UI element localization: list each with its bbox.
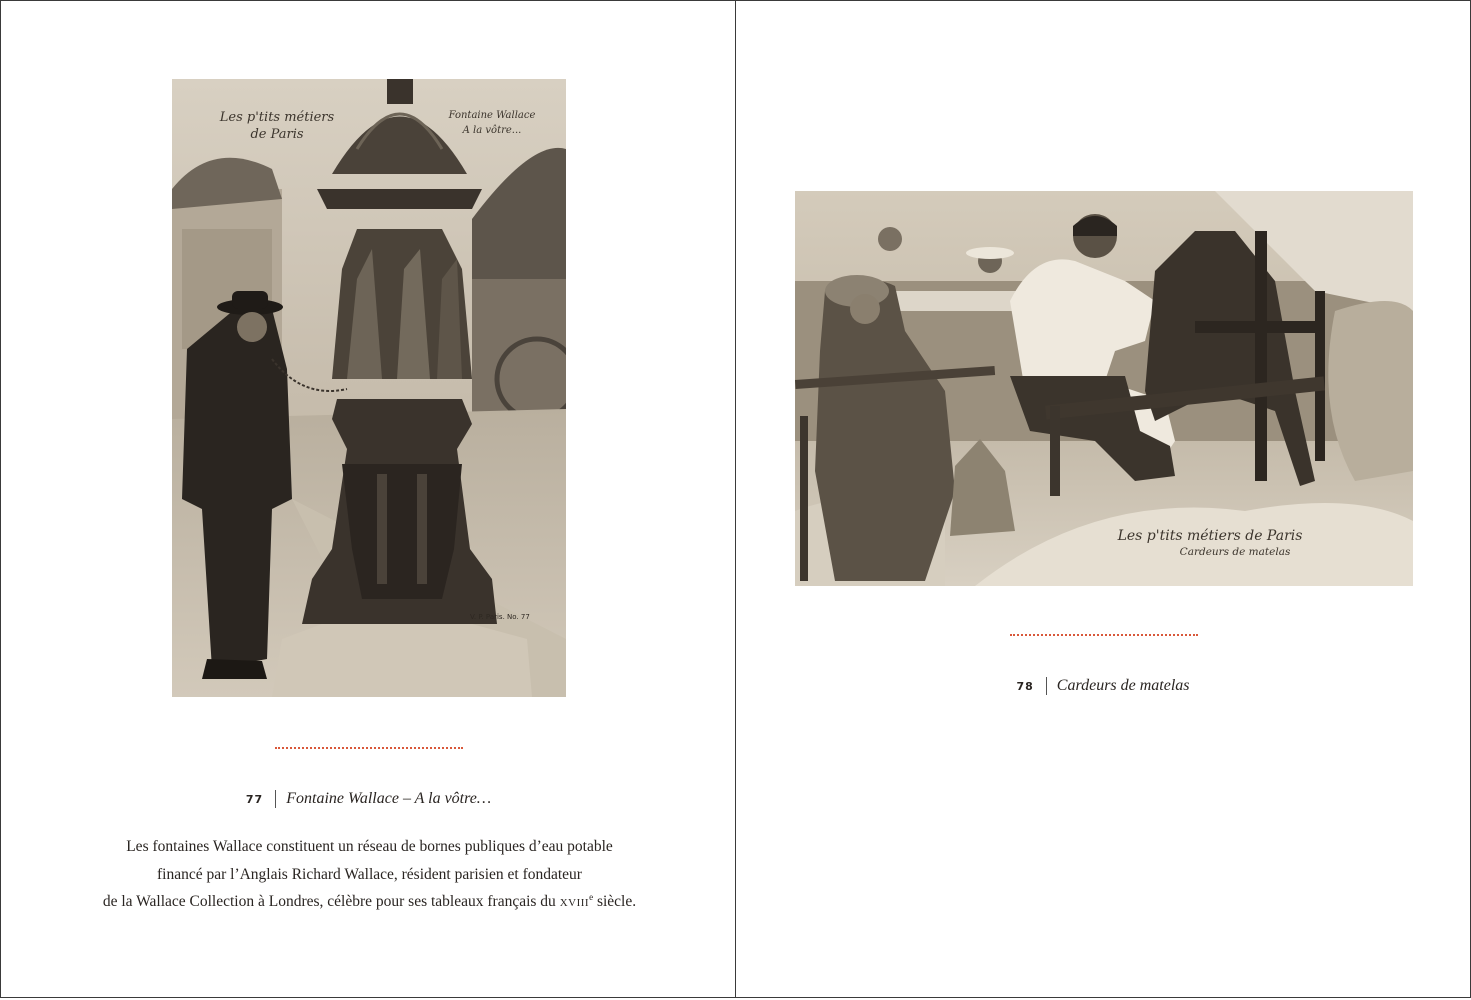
postcard-subject-line1: Fontaine Wallace	[448, 110, 536, 121]
caption-separator	[1046, 677, 1047, 695]
postcard-series-title-line1: Les p'tits métiers	[219, 110, 335, 125]
postcard-cardeurs-image	[795, 191, 1413, 586]
postcard-series-title-line2: de Paris	[250, 127, 304, 142]
caption-title: Cardeurs de matelas	[1056, 677, 1190, 694]
caption-77	[1, 790, 736, 808]
postcard-subject: Cardeurs de matelas	[1179, 546, 1291, 558]
caption-number: 77	[245, 792, 264, 806]
caption-number: 78	[1016, 679, 1034, 693]
body-line-3	[61, 888, 678, 916]
caption-78	[736, 677, 1470, 695]
postcard-series-title: Les p'tits métiers de Paris	[1117, 528, 1303, 544]
postcard-fontaine-wallace	[172, 79, 566, 697]
body-line-3-end: siècle.	[593, 893, 637, 910]
body-line-3-start: de la Wallace Collection à Londres, célèbre pour ses tableaux français du	[102, 893, 560, 910]
caption-title: Fontaine Wallace – A la vôtre…	[286, 790, 492, 807]
right-page	[735, 0, 1471, 998]
postcard-cardeurs-de-matelas	[795, 191, 1413, 586]
postcard-fontaine-wallace-image	[172, 79, 566, 697]
body-line-1: Les fontaines Wallace constituent un réseau de bornes publiques d’eau potable	[126, 838, 613, 855]
body-paragraph	[61, 833, 678, 916]
century-numeral: xviii	[559, 893, 590, 910]
postcard-subject-line2: A la vôtre...	[462, 125, 522, 136]
body-line-2: financé par l’Anglais Richard Wallace, résident parisien et fondateur	[157, 865, 582, 883]
dotted-rule-left	[275, 747, 463, 749]
century-superscript: e	[589, 891, 594, 902]
postcard-imprint: V. P. Paris. No. 77	[470, 613, 530, 621]
caption-separator	[275, 790, 276, 808]
dotted-rule-right	[1010, 634, 1198, 636]
